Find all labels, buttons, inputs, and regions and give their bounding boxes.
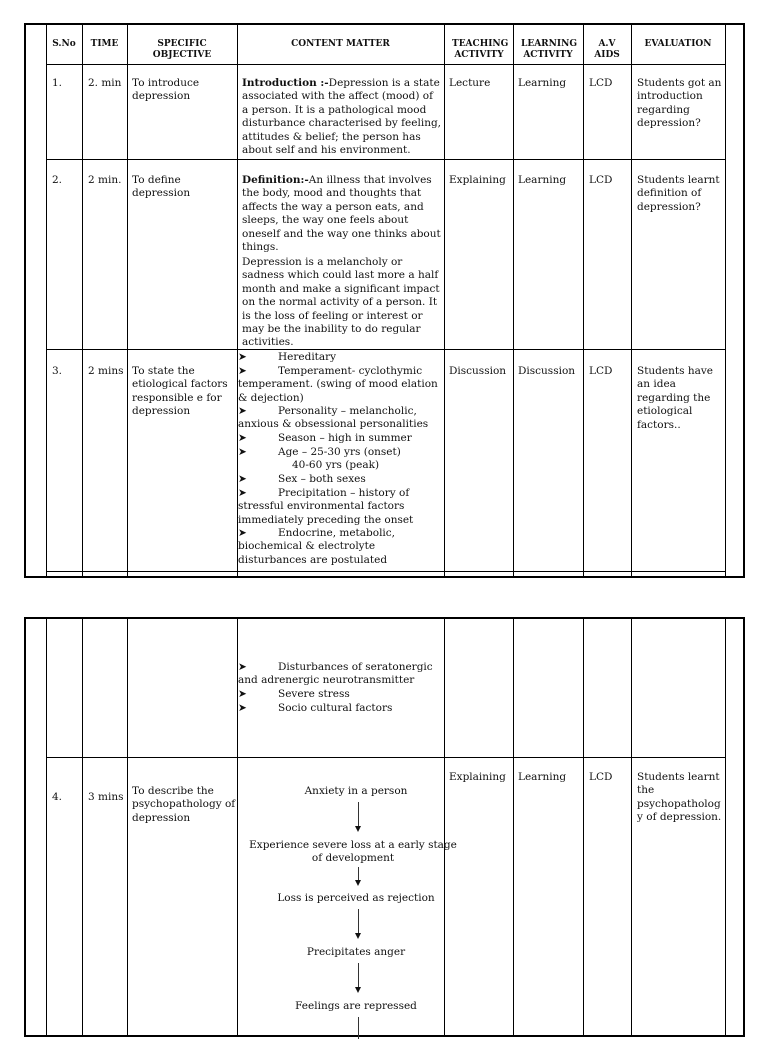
bullet-item: ➤ Severe stress xyxy=(238,688,350,700)
bullet-item: ➤ Temperament- cyclothymic temperament. (swing of mood elation & dejection) xyxy=(238,365,438,404)
column-divider xyxy=(583,25,584,576)
bullet-item: ➤ Sex – both sexes xyxy=(238,473,366,485)
column-divider xyxy=(631,619,632,1035)
arrow-bullet-icon: ➤ xyxy=(238,702,247,714)
row4-learning: Learning xyxy=(518,771,567,783)
arrow-bullet-icon: ➤ xyxy=(238,487,247,499)
row-divider xyxy=(46,757,725,758)
age-peak: 40-60 yrs (peak) xyxy=(292,459,380,471)
bullet-item: ➤ Hereditary xyxy=(238,351,337,363)
column-divider xyxy=(82,25,83,576)
header-content: CONTENT MATTER xyxy=(291,39,390,49)
flow-step: Experience severe loss at a early stage of development xyxy=(249,839,457,865)
column-divider xyxy=(46,619,47,1035)
column-divider xyxy=(513,619,514,1035)
column-divider xyxy=(725,619,726,1035)
row4-time: 3 mins xyxy=(88,791,124,803)
column-divider xyxy=(631,25,632,576)
bullet-item: ➤ Personality – melancholic, anxious & obsessional personalities xyxy=(238,405,429,431)
arrow-bullet-icon: ➤ xyxy=(238,405,247,417)
row2-objective: To define depression xyxy=(132,174,191,200)
arrow-bullet-icon: ➤ xyxy=(238,688,247,700)
row3-time: 2 mins xyxy=(88,365,124,377)
arrow-down-icon xyxy=(355,826,361,832)
column-divider xyxy=(127,25,128,576)
row1-av: LCD xyxy=(589,77,613,89)
row2-teaching: Explaining xyxy=(449,174,506,186)
row2-content-body: An illness that involves the body, mood and thoughts that affects the way a person eats, and sleeps, the way one feels about oneself and the way one thinks about things. xyxy=(242,174,441,254)
flow-step: Anxiety in a person xyxy=(304,785,408,797)
bullet-item: ➤ Precipitation – history of stressful environmental factors immediately preceding the onset xyxy=(238,487,414,526)
row1-sno: 1. xyxy=(52,77,63,89)
header-teaching: TEACHING ACTIVITY xyxy=(452,39,509,60)
column-divider xyxy=(583,619,584,1035)
row-divider xyxy=(46,571,725,572)
row2-evaluation: Students learnt definition of depression? xyxy=(637,174,720,213)
header-time: TIME xyxy=(90,39,119,49)
row3-av: LCD xyxy=(589,365,613,377)
row1-evaluation: Students got an introduction regarding depression? xyxy=(637,77,722,130)
bullet-item: ➤ Disturbances of seratonergic and adrenergic neurotransmitter xyxy=(238,661,433,687)
row4-av: LCD xyxy=(589,771,613,783)
arrow-bullet-icon: ➤ xyxy=(238,473,247,485)
arrow-bullet-icon: ➤ xyxy=(238,365,247,377)
arrow-down-icon xyxy=(355,933,361,939)
row3-learning: Discussion xyxy=(518,365,576,377)
flow-arrow xyxy=(358,802,359,827)
lesson-plan-page-1 xyxy=(24,23,745,578)
row-divider xyxy=(46,64,725,65)
row4-teaching: Explaining xyxy=(449,771,506,783)
row2-content xyxy=(242,174,442,254)
flow-step: Precipitates anger xyxy=(306,946,406,958)
flow-arrow xyxy=(358,963,359,988)
row-divider xyxy=(46,159,725,160)
flow-arrow xyxy=(358,909,359,934)
bullet-item: ➤ Socio cultural factors xyxy=(238,702,393,714)
row2-av: LCD xyxy=(589,174,613,186)
arrow-bullet-icon: ➤ xyxy=(238,661,247,673)
flow-arrow xyxy=(358,1017,359,1039)
column-divider xyxy=(82,619,83,1035)
bullet-item: ➤ Season – high in summer xyxy=(238,432,412,444)
column-divider xyxy=(444,619,445,1035)
column-divider xyxy=(444,25,445,576)
arrow-bullet-icon: ➤ xyxy=(238,527,247,539)
row1-teaching: Lecture xyxy=(449,77,491,89)
arrow-bullet-icon: ➤ xyxy=(238,446,247,458)
flow-step: Feelings are repressed xyxy=(295,1000,417,1012)
header-evaluation: EVALUATION xyxy=(644,39,712,49)
row1-content-title: Introduction :- xyxy=(242,77,329,89)
arrow-down-icon xyxy=(355,987,361,993)
row2-time: 2 min. xyxy=(88,174,122,186)
row2-learning: Learning xyxy=(518,174,567,186)
header-av-aids: A.V AIDS xyxy=(594,39,620,60)
row1-objective: To introduce depression xyxy=(132,77,200,103)
header-learning: LEARNING ACTIVITY xyxy=(521,39,577,60)
bullet-item: ➤ Endocrine, metabolic, biochemical & electrolyte disturbances are postulated xyxy=(238,527,396,566)
row2-content-para2: Depression is a melancholy or sadness which could last more a half month and make a significant impact on the normal activity of a person. It is the loss of feeling or interest or may be the inability to do regular activities. xyxy=(242,256,440,349)
flow-step: Loss is perceived as rejection xyxy=(277,892,435,904)
row1-content xyxy=(242,77,442,157)
arrow-bullet-icon: ➤ xyxy=(238,432,247,444)
row4-objective: To describe the psychopathology of depression xyxy=(132,785,236,824)
column-divider xyxy=(46,25,47,576)
column-divider xyxy=(725,25,726,576)
column-divider xyxy=(513,25,514,576)
header-objective: SPECIFIC OBJECTIVE xyxy=(152,39,212,60)
arrow-down-icon xyxy=(355,880,361,886)
header-sno: S.No xyxy=(52,39,76,49)
row1-learning: Learning xyxy=(518,77,567,89)
row4-sno: 4. xyxy=(52,791,63,803)
row3-sno: 3. xyxy=(52,365,63,377)
row3-evaluation: Students have an idea regarding the etiological factors.. xyxy=(637,365,713,431)
row4-evaluation: Students learnt the psychopatholog y of depression. xyxy=(637,771,722,824)
arrow-bullet-icon: ➤ xyxy=(238,351,247,363)
lesson-plan-page-2 xyxy=(24,617,745,1037)
bullet-item: ➤ Age – 25-30 yrs (onset) xyxy=(238,446,401,458)
column-divider xyxy=(127,619,128,1035)
row2-sno: 2. xyxy=(52,174,63,186)
row1-time: 2. min xyxy=(88,77,122,89)
row1-content-body: Depression is a state associated with the affect (mood) of a person. It is a pathological mood disturbance characterised by feeling, attitudes & belief; the person has about self and his environment. xyxy=(242,77,442,157)
row2-content-title: Definition:- xyxy=(242,174,309,186)
row3-teaching: Discussion xyxy=(449,365,507,377)
row3-objective: To state the etiological factors responsible e for depression xyxy=(132,365,228,418)
flow-arrow xyxy=(358,867,359,881)
